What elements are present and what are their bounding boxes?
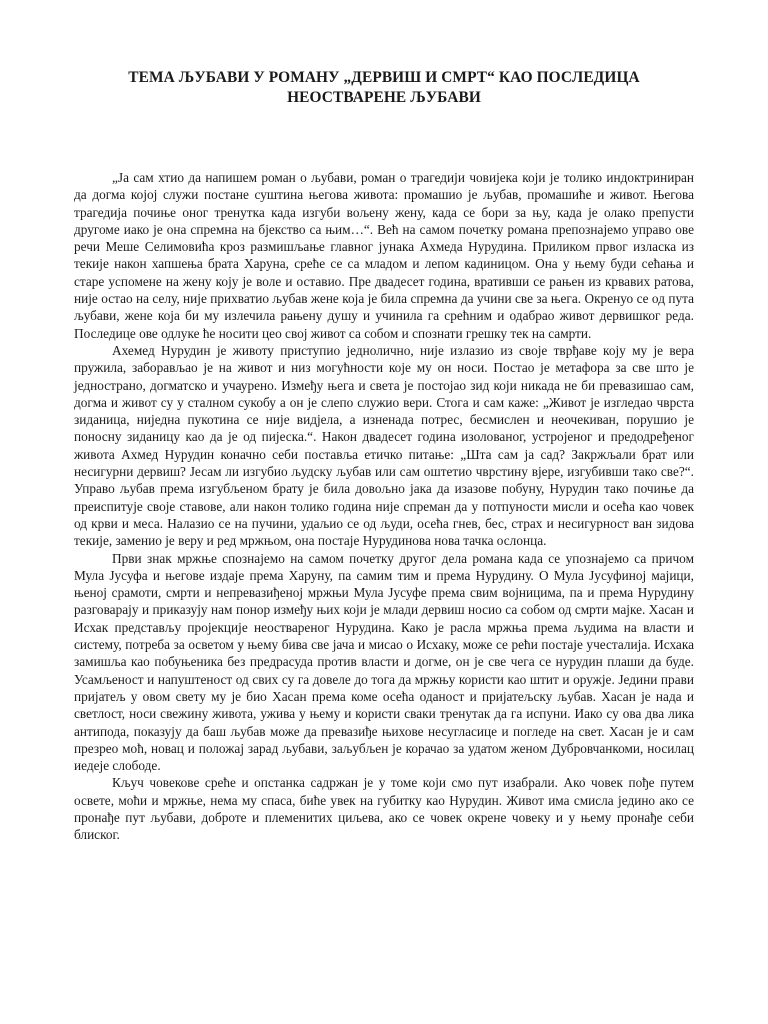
document-body — [74, 169, 694, 844]
document-title — [74, 68, 694, 108]
paragraph-4: Кључ човекове среће и опстанка садржан је у томе који смо пут изабрали. Ако човек пође путем освете, моћи и мржње, нема му спаса, биће увек на губитку као Нурудин. Живот има смисла једино ако се пронађе пут љубави, доброте и племенитих циљева, ако се човек окрене човеку и у њему пронађе себи блиског. — [74, 775, 694, 843]
paragraph-1: „Ја сам хтио да напишем роман о љубави, роман о трагедији човијека који је толико индоктриниран да догма којој служи постане суштина његова живота: промашио је љубав, промашиће и живот. Његова трагедија почиње оног тренутка када изгуби вољену жену, када се бори за њу, када је олако препусти другоме иако је она спремна на бјекство са њим…“. Већ на самом почетку романа препознајемо управо ове речи Меше Селимовића кроз размишљање главног јунака Ахмеда Нурудина. Приликом првог изласка из текије након хапшења брата Харуна, среће се са младом и лепом кадиницом. Она у њему буди сећања и старе успомене на жену коју је воле и оставио. Пре двадесет година, вративши се рањен из крвавих ратова, није остао на селу, није прихватио љубав жене која је била спремна да учини све за њега. Окренуо се од пута љубави, жене која би му излечила рањену душу и учинила га срећним и одабрао живот дервишког реда. Последице ове одлуке ће носити цео свој живот са собом и спознати грешку тек на самрти. — [74, 170, 694, 341]
paragraph-2: Ахемед Нурудин је животу приступио једнолично, није излазио из своје тврђаве коју му је вера пружила, заборављао је на живот и низ могућности које му он носи. Постао је метафора за све што је једнострано, догматско и учаурено. Између њега и света је постојао зид који никада не би превазишао сам, догма и живот су у сталном сукобу а он је слепо служио вери. Стога и сам каже: „Живот је изгледао чврста зиданица, ниједна пукотина се није видјела, а изненада потрес, бесмислен и неочекиван, порушио је поносну зиданицу као да је од пијеска.“. Након двадесет година изолованог, устроjеног и предодређеног живота Ахмед Нурудин коначно себи поставља етичко питање: „Шта сам ја сад? Закржљали брат или несигурни дервиш? Јесам ли изгубио људску љубав или сам оштетио чврстину вјере, изгубивши тако све?“. Управо љубав према изгубљеном брату је била довољно јака да изазове побуну, Нурудин тако почиње да преиспитује своје ставове, али након толико година није спреман да у потпуности мисли и осећа као човек од крви и меса. Налазио се на пучини, удаљио се од људи, осећа гнев, бес, страх и несигурност ван зидова текије, заменио је веру и ред мржњом, она постаје Нурудинова нова тачка ослонца. — [74, 342, 694, 549]
title-line-2: НЕОСТВАРЕНЕ ЉУБАВИ — [287, 89, 481, 106]
paragraph-3: Први знак мржње спознајемо на самом почетку другог дела романа када се упознајемо са причом Мула Јусуфа и његове издаје према Харуну, па самим тим и према Нурудину. О Мула Јусуфиној мајици, њеној срамоти, смрти и непревазиђеној мржњи Мула Јусуфе према свим војницима, па и према Нурудину разговарају и приказују нам понор између њих који је млади дервиш носио са собом од смрти мајке. Хасан и Исхак представљу пројекције неоствареног Нурудина. Како је расла мржња према људима на власти и систему, потреба за осветом у њему бива све јача и мисао о Исхаку, може се рећи постаје учесталија. Исхака замишља као побуњеника без предрасуда против власти и догме, он је све чега се нурудин плаши да буде. Усамљеност и напуштеност од свих су га довеле до тога да мржњу користи као штит и оружје. Једини прави пријатељ у овом свету му је био Хасан према коме осећа оданост и пријатељску љубав. Хасан је нада и светлост, носи свежину живота, ужива у њему и користи сваки тренутак да га испуни. Иако су ова два лика антипода, показују да баш љубав може да превазиђе њихове несугласице и погледе на свет. Хасан је и сам презрео моћ, новац и положај зарад љубави, заљубљен је корачао за удатом женом Дубровчанкоми, носилац иедеје слободе. — [74, 550, 694, 774]
title-line-1: ТЕМА ЉУБАВИ У РОМАНУ „ДЕРВИШ И СМРТ“ КАО ПОСЛЕДИЦА — [128, 69, 640, 86]
